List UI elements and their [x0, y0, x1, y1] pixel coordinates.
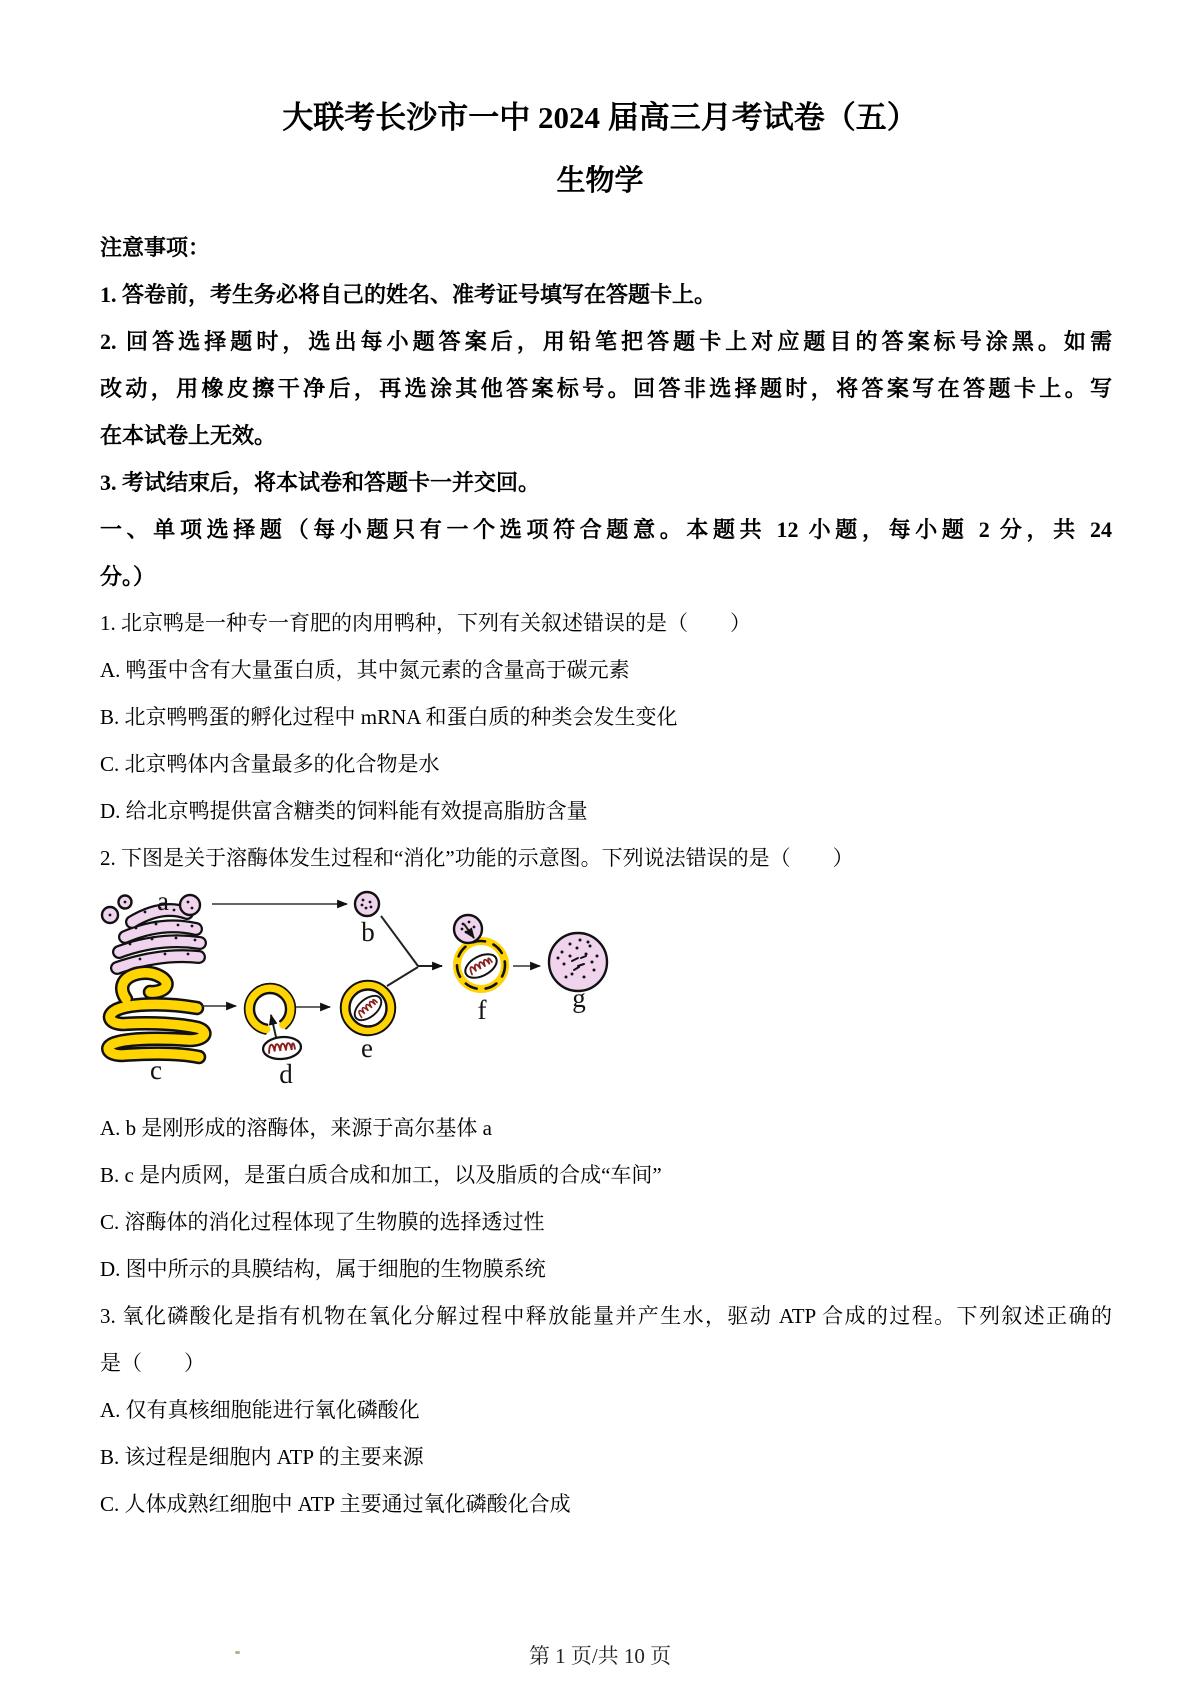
notice-item-2-line-2: 改动，用橡皮擦干净后，再选涂其他答案标号。回答非选择题时，将答案写在答题卡上。写	[100, 376, 1112, 401]
question-1-stem: 1. 北京鸭是一种专一育肥的肉用鸭种，下列有关叙述错误的是（ ）	[100, 611, 751, 635]
diagram-label-a: a	[157, 886, 169, 916]
golgi-apparatus-a-illustration	[102, 895, 200, 968]
endoplasmic-reticulum-c-illustration	[108, 973, 204, 1057]
notice-item-2-line-3: 在本试卷上无效。	[100, 423, 277, 448]
notices-heading: 注意事项：	[100, 235, 211, 260]
line-b-to-junction	[381, 916, 418, 966]
question-3-stem-line-2: 是（ ）	[100, 1351, 205, 1375]
question-1-option-d: D. 给北京鸭提供富含糖类的饲料能有效提高脂肪含量	[100, 799, 588, 823]
section-heading-line-1: 一、单项选择题（每小题只有一个选项符合题意。本题共 12 小题，每小题 2 分，共 24	[100, 517, 1112, 542]
lysosome-diagram-svg	[100, 882, 620, 1105]
diagram-label-f: f	[477, 995, 487, 1025]
question-2-option-d: D. 图中所示的具膜结构，属于细胞的生物膜系统	[100, 1257, 546, 1281]
question-3-option-b: B. 该过程是细胞内 ATP 的主要来源	[100, 1445, 424, 1469]
mitochondrion-d-illustration	[262, 1035, 302, 1060]
question-2-stem: 2. 下图是关于溶酶体发生过程和“消化”功能的示意图。下列说法错误的是（ ）	[100, 846, 854, 870]
phagophore-illustration	[245, 984, 295, 1034]
question-1-option-b: B. 北京鸭鸭蛋的孵化过程中 mRNA 和蛋白质的种类会发生变化	[100, 705, 678, 729]
diagram-label-g: g	[572, 983, 586, 1013]
question-3-stem-line-1: 3. 氧化磷酸化是指有机物在氧化分解过程中释放能量并产生水，驱动 ATP 合成的过程。下列叙述正确的	[100, 1304, 1112, 1328]
autophagosome-e-illustration	[341, 981, 395, 1035]
question-2-option-a: A. b 是刚形成的溶酶体，来源于高尔基体 a	[100, 1116, 492, 1140]
diagram-label-b: b	[361, 917, 375, 947]
arrow-d-to-phagophore	[271, 1015, 276, 1037]
notice-item-2-line-1: 2. 回答选择题时，选出每小题答案后，用铅笔把答题卡上对应题目的答案标号涂黑。如需	[100, 329, 1112, 354]
diagram-label-e: e	[361, 1033, 373, 1063]
page-footer: 第 1 页/共 10 页	[528, 1644, 672, 1668]
page-subtitle: 生物学	[556, 165, 644, 197]
lysosome-b-illustration	[355, 892, 379, 916]
section-heading-line-2: 分。）	[100, 564, 156, 589]
notice-item-3: 3. 考试结束后，将本试卷和答题卡一并交回。	[100, 470, 541, 495]
question-1-option-a: A. 鸭蛋中含有大量蛋白质，其中氮元素的含量高于碳元素	[100, 658, 630, 682]
question-1-option-c: C. 北京鸭体内含量最多的化合物是水	[100, 752, 440, 776]
question-3-option-c: C. 人体成熟红细胞中 ATP 主要通过氧化磷酸化合成	[100, 1492, 571, 1516]
line-e-to-junction	[387, 967, 418, 986]
question-3-option-a: A. 仅有真核细胞能进行氧化磷酸化	[100, 1398, 420, 1422]
notice-item-1: 1. 答卷前，考生务必将自己的姓名、准考证号填写在答题卡上。	[100, 282, 717, 307]
autolysosome-f-illustration	[454, 915, 505, 989]
page-title: 大联考长沙市一中 2024 届高三月考试卷（五）	[282, 100, 918, 135]
exam-content	[0, 224, 1200, 1528]
question-2-option-c: C. 溶酶体的消化过程体现了生物膜的选择透过性	[100, 1210, 545, 1234]
diagram-label-d: d	[279, 1059, 293, 1089]
diagram-label-c: c	[150, 1055, 162, 1085]
lysosome-diagram	[100, 882, 1112, 1105]
question-2-option-b: B. c 是内质网，是蛋白质合成和加工，以及脂质的合成“车间”	[100, 1163, 662, 1187]
